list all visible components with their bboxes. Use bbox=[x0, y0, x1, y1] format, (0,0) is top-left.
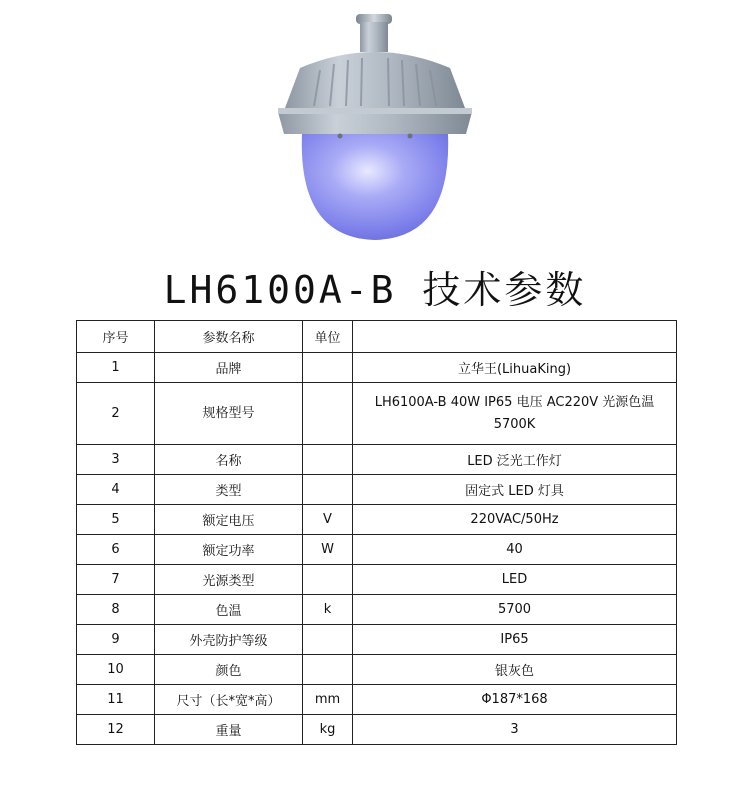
row-name: 品牌 bbox=[155, 353, 303, 383]
row-name: 重量 bbox=[155, 715, 303, 745]
row-no: 9 bbox=[77, 625, 155, 655]
row-no: 11 bbox=[77, 685, 155, 715]
row-unit: mm bbox=[303, 685, 353, 715]
row-no: 5 bbox=[77, 505, 155, 535]
row-no: 7 bbox=[77, 565, 155, 595]
table-row bbox=[77, 505, 677, 535]
table-row bbox=[77, 353, 677, 383]
row-unit: kg bbox=[303, 715, 353, 745]
table-row bbox=[77, 595, 677, 625]
table-header-row bbox=[77, 321, 677, 353]
row-value: 5700 bbox=[353, 595, 677, 625]
row-unit: V bbox=[303, 505, 353, 535]
page-title: LH6100A-B 技术参数 bbox=[163, 268, 587, 312]
row-value: Φ187*168 bbox=[353, 685, 677, 715]
row-unit bbox=[303, 565, 353, 595]
row-unit: W bbox=[303, 535, 353, 565]
lamp-mount-neck bbox=[360, 22, 388, 52]
row-no: 12 bbox=[77, 715, 155, 745]
header-value bbox=[353, 321, 677, 353]
row-value: LED bbox=[353, 565, 677, 595]
row-unit bbox=[303, 353, 353, 383]
row-no: 2 bbox=[77, 383, 155, 445]
lamp-housing bbox=[285, 52, 465, 108]
row-value-line2: 5700K bbox=[493, 416, 536, 432]
table-row bbox=[77, 475, 677, 505]
row-unit bbox=[303, 475, 353, 505]
lamp-globe bbox=[302, 134, 448, 240]
row-no: 3 bbox=[77, 445, 155, 475]
row-value: 立华王(LihuaKing) bbox=[353, 353, 677, 383]
row-unit bbox=[303, 625, 353, 655]
row-unit: k bbox=[303, 595, 353, 625]
lamp-rim bbox=[278, 112, 472, 134]
row-no: 6 bbox=[77, 535, 155, 565]
header-no: 序号 bbox=[77, 321, 155, 353]
row-no: 4 bbox=[77, 475, 155, 505]
lamp-product-image bbox=[270, 8, 480, 248]
row-value: IP65 bbox=[353, 625, 677, 655]
row-name: 色温 bbox=[155, 595, 303, 625]
row-value: 40 bbox=[353, 535, 677, 565]
table-row bbox=[77, 535, 677, 565]
row-no: 1 bbox=[77, 353, 155, 383]
row-name: 颜色 bbox=[155, 655, 303, 685]
table-row bbox=[77, 625, 677, 655]
row-name: 规格型号 bbox=[155, 383, 303, 445]
row-name: 额定电压 bbox=[155, 505, 303, 535]
table-row bbox=[77, 655, 677, 685]
header-unit: 单位 bbox=[303, 321, 353, 353]
row-unit bbox=[303, 383, 353, 445]
table-row bbox=[77, 685, 677, 715]
row-value: 220VAC/50Hz bbox=[353, 505, 677, 535]
row-value: 3 bbox=[353, 715, 677, 745]
row-name: 尺寸（长*宽*高） bbox=[155, 685, 303, 715]
row-name: 名称 bbox=[155, 445, 303, 475]
row-no: 8 bbox=[77, 595, 155, 625]
row-name: 光源类型 bbox=[155, 565, 303, 595]
spec-table bbox=[76, 320, 677, 745]
row-unit bbox=[303, 655, 353, 685]
header-name: 参数名称 bbox=[155, 321, 303, 353]
row-value: 固定式 LED 灯具 bbox=[353, 475, 677, 505]
row-value-line1: LH6100A-B 40W IP65 电压 AC220V 光源色温 bbox=[374, 394, 655, 410]
row-no: 10 bbox=[77, 655, 155, 685]
row-name: 外壳防护等级 bbox=[155, 625, 303, 655]
table-row bbox=[77, 445, 677, 475]
table-row bbox=[77, 565, 677, 595]
row-value: LED 泛光工作灯 bbox=[353, 445, 677, 475]
row-value bbox=[353, 383, 677, 445]
row-unit bbox=[303, 445, 353, 475]
row-value: 银灰色 bbox=[353, 655, 677, 685]
table-row bbox=[77, 715, 677, 745]
row-name: 额定功率 bbox=[155, 535, 303, 565]
row-name: 类型 bbox=[155, 475, 303, 505]
table-row bbox=[77, 383, 677, 445]
